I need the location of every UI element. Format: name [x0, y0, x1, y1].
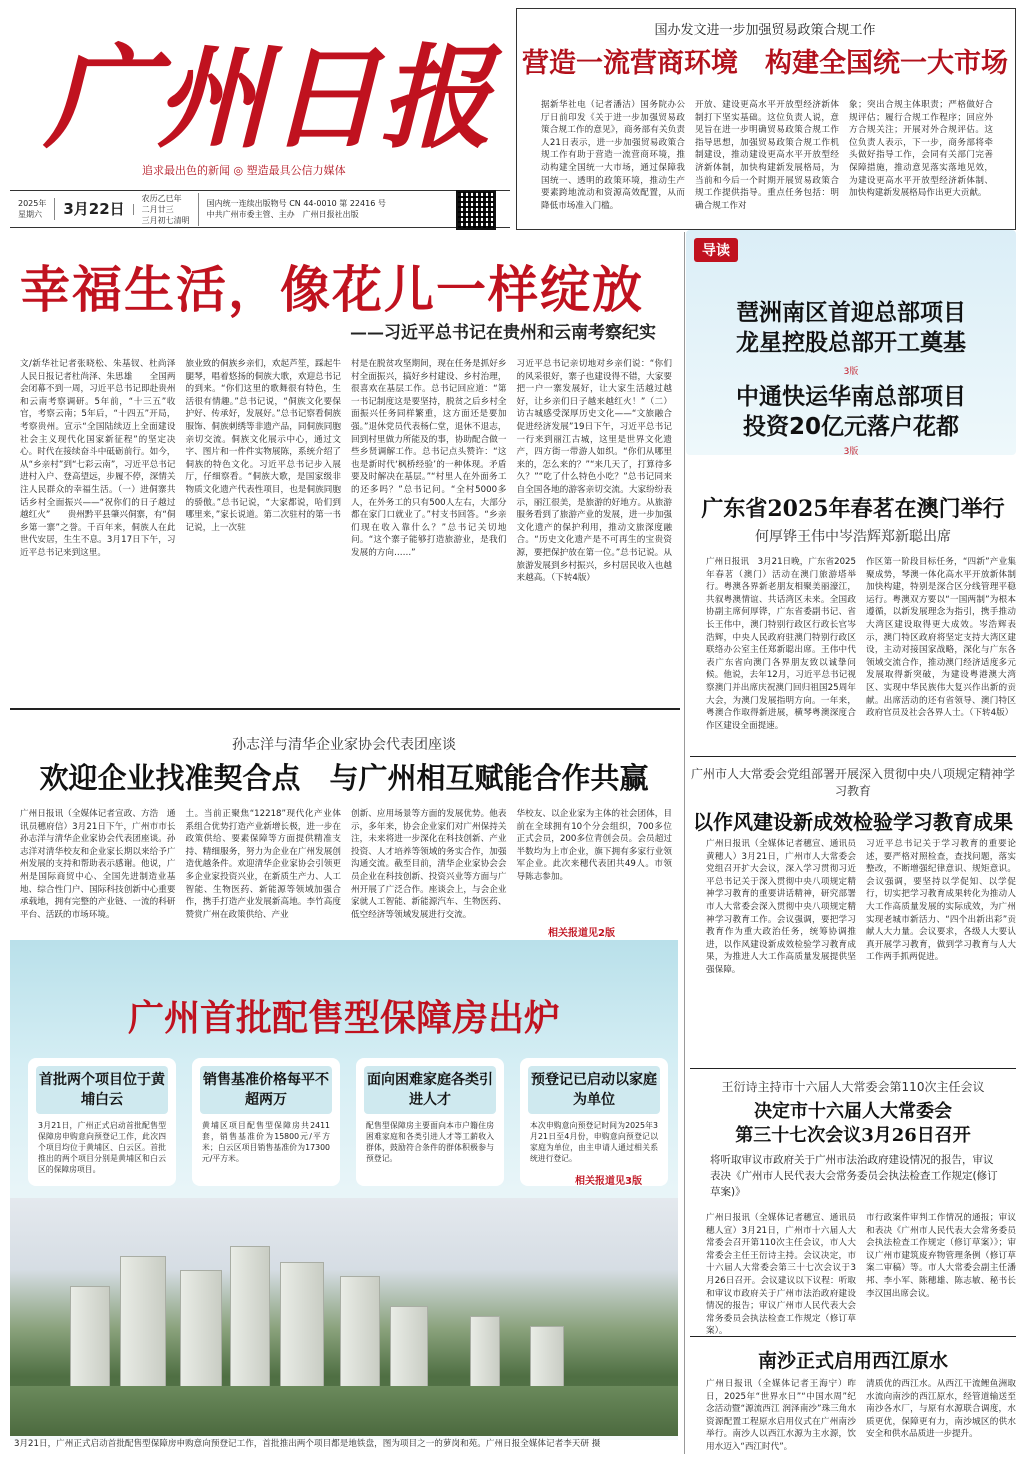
lead-col-3: 村是在脱贫攻坚期间，现在任务是抓好乡村全面振兴，搞好乡村建设、乡村治理，很喜欢在基层工作。总书记回应道：“第一书记制度这是要坚持，脱贫之后乡村全面振兴任务同样繁重，这方面还是要加强。”退休党员代表杨仁堂，退休不退志，回到村里做力所能及的事，协助配合做一些乡贤调解工作。总书记点头赞许：“这也是新时代‘枫桥经验’的一种体现。矛盾要及时解决在基层。”“村里人在外面务工的还多吗？”总书记问。“全村5000多人，在外务工的只有500人左右，大部分都在家门口就业了。”村支书回答。“乡亲们现在收入靠什么？”总书记关切地问。“这个寨子能够打造旅游业，是我们发展的方向……”: [351, 359, 507, 558]
top-right-kicker: 国办发文进一步加强贸易政策合规工作: [654, 23, 876, 38]
solar-term: 三月初七清明: [141, 215, 190, 225]
nansha-title: 南沙正式启用西江原水: [757, 1350, 948, 1372]
year: 2025年: [18, 199, 47, 208]
divider: [10, 708, 680, 710]
guide-item-2[interactable]: 中通快运华南总部项目 投资20亿元落户花都: [736, 384, 966, 440]
lead-col-4: 习近平总书记亲切地对乡亲们说：“你们的风采很好，寨子也建设得不错，大家要把一户一寨发展好，让大家生活越过越好，让乡亲们日子越来越红火！”（二）访古城感受深厚历史文化——“文旅融合促进经济发展”19日下午，习近平总书记一行来到丽江古城，这里是世界文化遗产，四方街一带游人如织。“你们从哪里来的，怎么来的？”“来几天了，打算待多久？”“吃了什么特色小吃？”总书记同来自全国各地的游客亲切交流。大家纷纷表示，丽江很美，是旅游的好地方。从旅游服务看到了旅游产业的发展，进一步加强文化遗产的保护利用，推动文旅深度融合。“历史文化遗产是不可再生的宝贵资源，要把保护放在第一位。”总书记说。从旅游发展到乡村振兴，乡村居民收入也越来越高。（下转4版）: [516, 359, 672, 584]
issue-date: 3月22日: [55, 204, 133, 215]
housing-card-4: 预登记已启动以家庭为单位 本次申购意向预登记时间为2025年3月21日至4月份，申购意向预登记以家庭为单位，由主申请人通过相关系统进行登记。: [520, 1058, 668, 1186]
publisher: 中共广州市委主管、主办 广州日报社出版: [206, 210, 359, 219]
top-right-col-3: 象；突出合规主体职责；严格做好合规评估；履行合规工作程序；回应外方合规关注；开展对外合规评估。这位负责人表示，下一步，商务部将牵头做好指导工作，会同有关部门完善保障措施，推动意见落实落地见效，为建设更高水平开放型经济新体制、加快构建新发展格局作出更大贡献。: [849, 100, 993, 199]
renda2-title: 决定市十六届人大常委会 第三十七次会议3月26日召开: [735, 1101, 971, 1146]
housing-card-3: 面向困难家庭各类引进人才 配售型保障房主要面向本市户籍住房困难家庭和各类引进人才等工薪收入群体，鼓励符合条件的群体积极参与预登记。: [356, 1058, 504, 1186]
masthead-slogan: 追求最出色的新闻 ◎ 塑造最具公信力媒体: [142, 164, 346, 177]
macau-subtitle: 何厚铧王伟中岑浩辉郑新聪出席: [755, 529, 951, 545]
lunar-year: 农历乙巳年: [141, 193, 182, 203]
housing-photo: [10, 1198, 678, 1436]
nansha-col-2: 清质优的西江水。从西江干流鲤鱼洲取水流向南沙的西江原水，经管道输送至南沙各水厂，与原有水源联合调度，水质更优，保障更有力，南沙城区的供水安全和供水品质进一步提升。: [866, 1379, 1016, 1440]
column-divider: [684, 232, 685, 1454]
guide-item-2-page: 3版: [843, 447, 859, 457]
sun-kicker: 孙志洋与清华企业家协会代表团座谈: [232, 737, 456, 753]
macau-title: 广东省2025年春茗在澳门举行: [701, 496, 1005, 522]
housing-card-1: 首批两个项目位于黄埔白云 3月21日，广州正式启动首批配售型保障房申购意向预登记工作，此次四个项目均位于黄埔区、白云区。首批推出的两个项目分别是黄埔区和白云区的保障房项目。: [28, 1058, 176, 1186]
lead-body: [20, 358, 672, 680]
sun-title: 欢迎企业找准契合点 与广州相互赋能合作共赢: [39, 761, 649, 795]
nansha-col-1: 广州日报讯（全媒体记者王海宁）昨日，2025年“世界水日”“中国水周”纪念活动暨“源流西江 润泽南沙”珠三角水资源配置工程原水启用仪式在广州南沙举行。南沙人以西江水源为主水源，饮用水迈入“西江时代”。: [706, 1379, 856, 1452]
renda1-col-2: 习近平总书记关于学习教育的重要论述，要严格对照检查，查找问题，落实整改，不断增强纪律意识、规矩意识。会议强调，要坚持以学促知、以学促行，切实把学习教育成果转化为推动人大工作高质量发展的实际成效，为广州实现老城市新活力、“四个出新出彩”贡献人大力量。会议要求，各级人大要认真开展学习教育，做到学习教育与人大工作两手抓两促进。: [866, 839, 1016, 963]
top-right-col-1: 据新华社电（记者潘洁）国务院办公厅日前印发《关于进一步加强贸易政策合规工作的意见》，商务部有关负责人21日表示，进一步加强贸易政策合规工作有助于营造一流营商环境，推动构建全国统一大市场，通过保障我国统一、透明的政策环境，推动生产要素跨地流动和资源高效配置，从而降低市场准入门槛。: [541, 100, 685, 211]
lead-col-1: 文/新华社记者张晓松、朱基钗、杜尚泽 人民日报记者杜尚泽、朱思雄 全国两会闭幕不到一周，习近平总书记即赴贵州和云南考察调研。5年前，“十三五”收官，考察云南；5年后，“十四五”开局，考察贵州。宣示“全国陆续迈上全面建设社会主义现代化国家新征程”的坚定决心。时代在接续奋斗中砥砺前行。如今，从“乡亲村”到“七彩云南”，习近平总书记进村入户、登高望远，步履不停，深情关注人民群众的幸福生活。（一）进侗寨共话乡村全面振兴——“祝你们的日子越过越红火” 贵州黔平县肇兴侗寨，有“侗乡第一寨”之誉。千百年来，侗族人在此世代安居，生生不息。3月17日下午，习近平总书记来到这里。: [20, 359, 176, 558]
sun-col-2: 土。当前正聚焦“12218”现代化产业体系组合优势打造产业新增长极，进一步在政策供给、要素保障等方面提供精准支持、精细服务，努力为企业在广州发展创造优越条件。欢迎清华企业家协会引领更多企业家投资兴业，在新质生产力、人工智能、生物医药、新能源等领域加强合作，携手打造产业发展新高地。李竹高度赞赏广州在政策供给、产业: [185, 809, 341, 920]
issn: 国内统一连续出版物号 CN 44-0010 第 22416 号: [206, 199, 386, 208]
weekday: 星期六: [18, 210, 42, 219]
renda1-title: 以作风建设新成效检验学习教育成果: [693, 810, 1013, 834]
renda2-kicker: 王衍诗主持市十六届人大常委会第110次主任会议: [721, 1080, 985, 1094]
top-right-title: 营造一流营商环境 构建全国统一大市场: [522, 48, 1008, 79]
lead-headline: 幸福生活，像花儿一样绽放: [20, 260, 644, 319]
masthead-logo-text: 广州日报: [44, 33, 492, 164]
qr-code-icon[interactable]: [456, 190, 496, 230]
sun-col-1: 广州日报讯（全媒体记者宣政、方浩 通讯员穗府信）3月21日下午，广州市市长孙志洋与清华企业家协会代表团座谈。孙志洋对清华校友和企业家长期以来给予广州发展的支持和帮助表示感谢。他说，广州是国际商贸中心、全国先进制造业基地、综合性门户、国际科技创新中心重要承载地，拥有完整的产业链、一流的科研平台、活跃的市场环境。: [20, 809, 176, 920]
top-right-col-2: 开放、建设更高水平开放型经济新体制打下坚实基础。这位负责人说，意见旨在进一步明确贸易政策合规工作指导思想，加强贸易政策合规工作机制建设，推动建设更高水平开放型经济新体制，加快构建新发展格局，为当前和今后一个时期开展贸易政策合规工作提供指导。重点任务包括：明确合规工作对: [695, 100, 839, 211]
lead-subtitle: ——习近平总书记在贵州和云南考察纪实: [350, 323, 656, 343]
guide-tag: 导读: [694, 238, 738, 262]
renda2-summary: 将听取审议市政府关于广州市法治政府建设情况的报告，审议表决《广州市人民代表大会常务委员会执法检查工作规定(修订草案)》: [710, 1154, 998, 1198]
lunar-day: 二月廿三: [141, 204, 174, 214]
macau-col-2: 作区第一阶段目标任务，“四新”产业集聚成势，琴澳一体化高水平开放新体制加快构建，特别是深合区分线管理平稳运行。粤澳双方要以“一国两制”为根本遵循，以新发展理念为指引，携手推动大湾区建设取得更大成效。岑浩辉表示，澳门特区政府将坚定支持大湾区建设，主动对接国家战略，深化与广东各领域交流合作，推动澳门经济适度多元发展取得新突破，为建设粤港澳大湾区、实现中华民族伟大复兴作出新的贡献。出席活动的还有省领导、澳门特区政府官员及社会各界人士。（下转4版）: [866, 557, 1016, 719]
dateline: [10, 190, 510, 228]
macau-col-1: 广州日报讯 3月21日晚，广东省2025年春茗（澳门）活动在澳门旅游塔举行。粤澳各界新老朋友相聚美丽濠江，共叙粤澳情谊、共话湾区未来。全国政协副主席何厚铧，广东省委副书记、省长王伟中，澳门特别行政区行政长官岑浩辉，中央人民政府驻澳门特别行政区联络办公室主任郑新聪出席。王伟中代表广东省向澳门各界朋友致以诚挚问候。他说，去年12月，习近平总书记视察澳门并出席庆祝澳门回归祖国25周年大会，为澳门发展指明方向。一年来，粤澳合作取得新进展，横琴粤澳深度合作区建设全面提速。: [706, 557, 856, 731]
sun-col-4: 华校友、以企业家为主体的社会团体，目前在全球拥有10个分会组织，700多位正式会员，200多位青创会员。会员超过半数均为上市企业，旗下拥有多家行业领军企业。此次来穗代表团共49人。市领导陈志参加。: [516, 809, 672, 882]
renda1-col-1: 广州日报讯（全媒体记者穗宣、通讯员黄穗人）3月21日，广州市人大常委会党组召开扩大会议，深入学习贯彻习近平总书记关于深入贯彻中央八项规定精神学习教育的重要讲话精神，研究部署市人大常委会深入贯彻中央八项规定精神学习教育工作。会议强调，要把学习教育作为重大政治任务，统筹协调推进，以作风建设新成效检验学习教育成果，为推进人大工作高质量发展提供坚强保障。: [706, 839, 856, 975]
housing-more-link[interactable]: 相关报道见3版: [575, 1176, 642, 1187]
divider: [690, 756, 1016, 757]
renda2-col-1: 广州日报讯（全媒体记者穗宣、通讯员穗人宣）3月21日，广州市十六届人大常委会召开第110次主任会议，市人大常委会主任王衍诗主持。会议决定，市十六届人大常委会第三十七次会议于3月26日召开。会议建议以下议程：听取和审议市政府关于广州市法治政府建设情况的报告；审议广州市人民代表大会常务委员会执法检查工作规定（修订草案）。: [706, 1213, 856, 1337]
masthead-logo: [40, 5, 492, 165]
housing-title: 广州首批配售型保障房出炉: [127, 997, 560, 1039]
housing-photo-caption: 3月21日，广州正式启动首批配售型保障房申购意向预登记工作，首批推出两个项目都是地铁盘，图为项目之一的萝岗和苑。广州日报全媒体记者李天研 摄: [14, 1439, 601, 1449]
renda2-col-2: 市行政案件审判工作情况的通报；审议和表决《广州市人民代表大会常务委员会执法检查工作规定（修订草案）》；审议广州市建筑废弃物管理条例（修订草案二审稿）等。市人大常委会副主任潘邦、李小军、陈穗雄、陈志敏、秘书长李汉国出席会议。: [866, 1213, 1016, 1299]
guide-item-1[interactable]: 琶洲南区首迎总部项目 龙星控股总部开工奠基: [736, 300, 966, 356]
sun-more-link[interactable]: 相关报道见2版: [548, 928, 615, 939]
divider: [690, 1068, 1016, 1069]
sun-col-3: 创新、应用场景等方面的发展优势。他表示，多年来，协会企业家们对广州保持关注，未来将进一步深化在科技创新、产业投资、人才培养等领域的务实合作，加强沟通交流。截至目前，清华企业家协会会员企业在科技创新、投资兴业等方面与广州开展了广泛合作。座谈会上，与会企业家就人工智能、新能源汽车、生物医药、低空经济等领域发展进行交流。: [351, 809, 507, 920]
top-right-story: [516, 8, 1016, 230]
lead-col-2: 旅业致的侗族乡亲们，欢起芦笙，踩起牛腿琴，唱着悠扬的侗族大歌，欢迎总书记的到来。“你们这里的歌舞很有特色，生活很有情趣。”总书记说，“侗族文化要保护好、传承好，发展好。”总书记察看侗族服饰、侗族刺绣等非遗产品，同侗族同胞亲切交流。侗族文化展示中心，通过文字、图片和一件件实物展陈，系统介绍了侗族的特色文化。习近平总书记步入展厅，仔细察看。“侗族大歌，是国家级非物质文化遗产代表性项目，也是侗族同胞的骄傲。”总书记说，“大家都说，哈们到哪里来，”家长说道。第二次驻村的第一书记说，上一次驻: [185, 359, 341, 533]
renda1-kicker: 广州市人大常委会党组部署开展深入贯彻中央八项规定精神学习教育: [690, 767, 1015, 798]
guide-box: [686, 230, 1016, 455]
housing-card-2: 销售基准价格每平不超两万 黄埔区项目配售型保障房共2411套，销售基准价为15800元/平方米；白云区项目销售基准价为17300元/平方米。: [192, 1058, 340, 1186]
divider: [690, 1336, 1016, 1337]
guide-item-1-page: 3版: [843, 367, 859, 377]
